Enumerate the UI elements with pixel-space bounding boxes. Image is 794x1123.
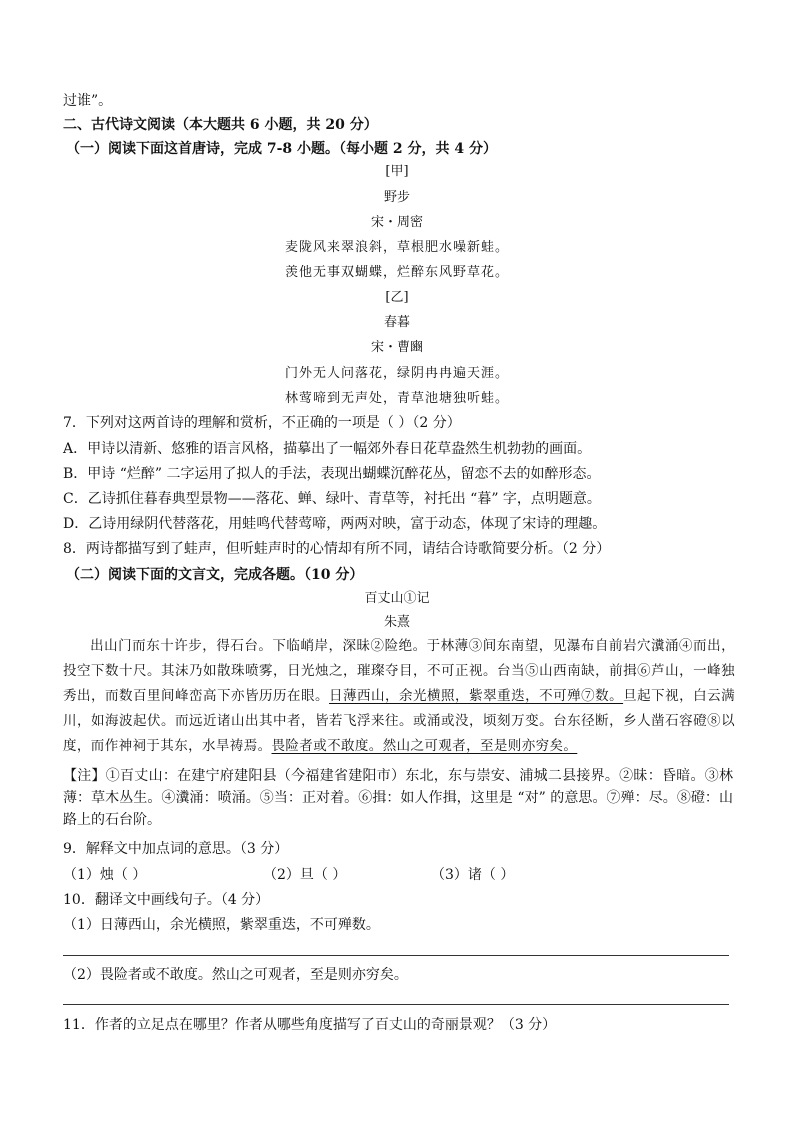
poem-b-line: 林莺啼到无声处，青草池塘独听蛙。 bbox=[284, 391, 509, 406]
question-7-option-c: C．乙诗抓住暮春典型景物——落花、蝉、绿叶、青草等，衬托出 “暮” 字，点明题意。 bbox=[63, 491, 601, 507]
poem-b-author: 宋・曹豳 bbox=[370, 340, 423, 355]
section-heading: 二、古代诗文阅读（本大题共 6 小题，共 20 分） bbox=[63, 117, 378, 133]
poem-a-title: 野步 bbox=[383, 190, 410, 205]
question-8: 8．两诗都描写到了蛙声，但听蛙声时的心情却有所不同，请结合诗歌简要分析。（2 分） bbox=[63, 541, 611, 557]
poem-a-marker: [甲] bbox=[385, 164, 409, 179]
prose-text: 旦起下视，白云满川，如海波起伏。而远近诸山出其中者，皆若飞浮来往。或涌或没，顷刻万变。台东径断，乡人凿石容磴⑧以度，而作神祠于其东，水旱祷焉。 bbox=[63, 688, 736, 754]
part1-heading: （一）阅读下面这首唐诗，完成 7-8 小题。（每小题 2 分，共 4 分） bbox=[66, 141, 498, 157]
underlined-sentence-1: 日薄西山，余光横照，紫翠重迭，不可殚⑦数。 bbox=[329, 688, 624, 704]
question-10-sentence-2: （2）畏险者或不敢度。然山之可观者，至是则亦穷矣。 bbox=[63, 967, 408, 983]
question-10-sentence-1: （1）日薄西山，余光横照，紫翠重迭，不可殚数。 bbox=[63, 917, 380, 933]
prose-author: 朱熹 bbox=[383, 615, 410, 630]
prose-passage bbox=[63, 634, 735, 759]
question-9-stem: 9．解释文中加点词的意思。（3 分） bbox=[63, 841, 289, 857]
question-11: 11．作者的立足点在哪里？作者从哪些角度描写了百丈山的奇丽景观？（3 分） bbox=[63, 1017, 557, 1033]
question-10-stem: 10．翻译文中画线句子。（4 分） bbox=[63, 892, 270, 908]
poem-a-line: 麦陇风来翠浪斜，草根肥水噪新蛙。 bbox=[284, 240, 509, 255]
prose-title: 百丈山①记 bbox=[364, 591, 430, 606]
part2-heading: （二）阅读下面的文言文，完成各题。（10 分） bbox=[66, 567, 364, 583]
question-7-option-a: A．甲诗以清新、悠雅的语言风格，描摹出了一幅郊外春日花草盎然生机勃勃的画面。 bbox=[63, 441, 592, 457]
annotation-note: 【注】①百丈山：在建宁府建阳县（今福建省建阳市）东北，东与崇安、浦城二县接界。②昧：昏暗。③林薄：草木丛生。④瀵涌：喷涌。⑤当：正对着。⑥揖：如人作揖，这里是 “对” 的意思。⑦殚：尽。⑧磴：山路上的石台阶。 bbox=[63, 768, 733, 828]
poem-b-title: 春暮 bbox=[383, 315, 410, 330]
question-9-item: （3）诸（ ） bbox=[431, 867, 515, 883]
poem-a-line: 羡他无事双蝴蝶，烂醉东风野草花。 bbox=[284, 265, 509, 280]
poem-b-marker: [乙] bbox=[385, 290, 409, 305]
answer-line[interactable] bbox=[63, 1004, 729, 1005]
continuation-text: 过谁”。 bbox=[63, 93, 113, 109]
question-7-stem: 7．下列对这两首诗的理解和赏析，不正确的一项是（ ）（2 分） bbox=[63, 415, 461, 431]
poem-b-line: 门外无人问落花，绿阴冉冉遍天涯。 bbox=[284, 366, 509, 381]
question-7-option-b: B．甲诗 “烂醉” 二字运用了拟人的手法，表现出蝴蝶沉醉花丛，留恋不去的如醉形态。 bbox=[63, 466, 601, 482]
question-9-items bbox=[63, 866, 514, 884]
question-7-option-d: D．乙诗用绿阴代替落花，用蛙鸣代替莺啼，两两对映，富于动态，体现了宋诗的理趣。 bbox=[63, 516, 607, 532]
question-9-item: （1）烛（ ） bbox=[63, 867, 147, 883]
answer-line[interactable] bbox=[63, 955, 729, 956]
underlined-sentence-2: 畏险者或不敢度。然山之可观者，至是则亦穷矣。 bbox=[271, 738, 578, 754]
poem-a-author: 宋・周密 bbox=[370, 215, 423, 230]
prose-text: 出山门而东十许步，得石台。下临峭岸，深昧②险绝。于林薄③间东南望，见瀑布自前岩穴瀵涌④而出，投空下数十尺。其沫乃如散珠喷雾，日光烛之，璀璨夺目，不可正视。台当⑤山西南缺，前揖⑥芦山，一峰独秀出，而数百里间峰峦高下亦皆历历在眼。 bbox=[63, 638, 735, 704]
question-9-item: （2）旦（ ） bbox=[263, 867, 347, 883]
